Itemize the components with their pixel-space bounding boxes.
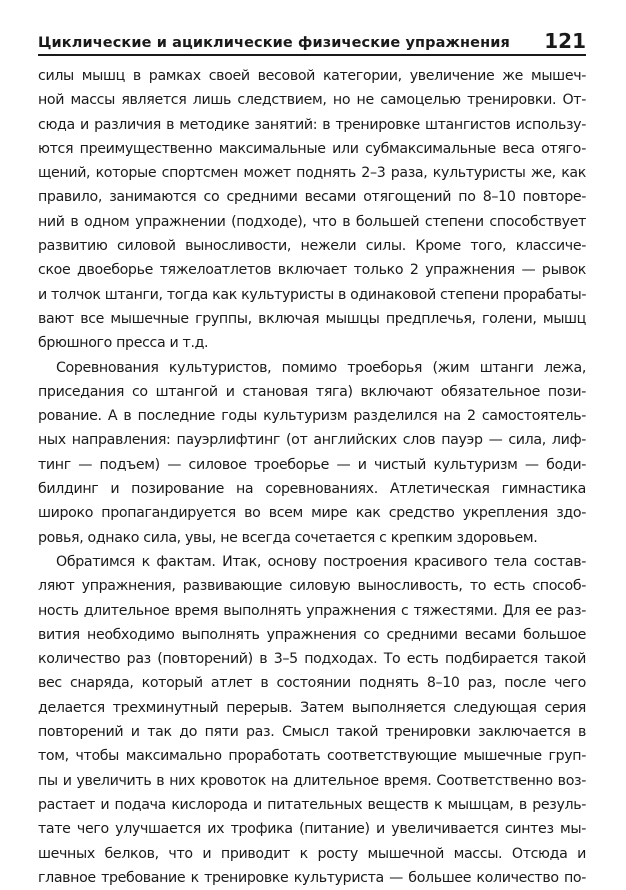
text-line: пы и увеличить в них кровоток на длительное время. Соответственно воз- — [38, 772, 586, 789]
running-title: Циклические и ациклические физические упражнения — [38, 35, 510, 51]
text-line: и толчок штанги, тогда как культуристы в одинаковой степени прорабаты- — [38, 286, 587, 303]
text-line: вития необходимо выполнять упражнения со средними весами большое — [38, 626, 586, 643]
text-line: щений, которые спортсмен может поднять 2–3 раза, культуристы же, как — [38, 165, 586, 182]
text-line: приседания со штангой и становая тяга) включают обязательное пози- — [38, 383, 586, 400]
text-line: сюда и различия в методике занятий: в тренировке штангистов использу- — [38, 116, 586, 133]
text-line: широко пропагандируется во всем мире как средство укрепления здо- — [38, 505, 586, 522]
text-line: ность длительное время выполнять упражнения с тяжестями. Для ее раз- — [38, 602, 586, 619]
paragraph — [38, 356, 586, 550]
text-line: ются преимущественно максимальные или субмаксимальные веса отягo- — [38, 140, 586, 157]
text-line: Соревнования культуристов, помимо троеборья (жим штанги лежа, — [56, 359, 586, 376]
text-line: рование. А в последние годы культуризм разделился на 2 самостоятель- — [38, 408, 586, 425]
text-line: Обратимся к фактам. Итак, основу построения красивого тела состав- — [56, 553, 586, 570]
text-line: развитию силовой выносливости, нежели силы. Кроме того, классиче- — [38, 238, 586, 255]
text-line: брюшного пресса и т.д. — [38, 335, 209, 352]
page-number: 121 — [544, 29, 586, 53]
text-line: шечных белков, что и приводит к росту мышечной массы. Отсюда и — [38, 845, 586, 862]
text-line: вают все мышечные группы, включая мышцы предплечья, голени, мышц — [38, 310, 586, 327]
paragraph — [38, 550, 586, 890]
text-line: ровья, однако сила, увы, не всегда сочетается с крепким здоровьем. — [38, 529, 538, 546]
text-line: делается трехминутный перерыв. Затем выполняется следующая серия — [38, 699, 586, 716]
text-line: тате чего улучшается их трофика (питание) и увеличивается синтез мы- — [38, 821, 586, 838]
running-header — [38, 28, 586, 56]
text-line: ных направления: пауэрлифтинг (от английских слов пауэр — сила, лиф- — [38, 432, 586, 449]
text-line: билдинг и позирование на соревнованиях. Атлетическая гимнастика — [38, 481, 586, 498]
text-line: ной массы является лишь следствием, но не самоцелью тренировки. От- — [38, 92, 586, 109]
text-line: повторений и так до пяти раз. Смысл такой тренировки заключается в — [38, 724, 586, 741]
text-line: правило, занимаются со средними весами отягощений по 8–10 повторе- — [38, 189, 586, 206]
text-line: ляют упражнения, развивающие силовую выносливость, то есть способ- — [38, 578, 586, 595]
body-text — [38, 64, 586, 890]
text-line: вес снаряда, который атлет в состоянии поднять 8–10 раз, после чего — [38, 675, 586, 692]
text-line: том, чтобы максимально проработать соответствующие мышечные груп- — [38, 748, 586, 765]
text-line: растает и подача кислорода и питательных веществ к мышцам, в резуль- — [38, 796, 586, 813]
text-line: тинг — подъем) — силовое троеборье — и чистый культуризм — боди- — [38, 456, 586, 473]
text-line: ское двоеборье тяжелоатлетов включает только 2 упражнения — рывок — [38, 262, 586, 279]
paragraph — [38, 64, 586, 356]
text-line: количество раз (повторений) в 3–5 подходах. То есть подбирается такой — [38, 651, 586, 668]
text-line: главное требование к тренировке культуриста — большее количество по- — [38, 869, 586, 886]
text-line: ний в одном упражнении (подходе), что в большей степени способствует — [38, 213, 586, 230]
text-line: силы мышц в рамках своей весовой категории, увеличение же мышеч- — [38, 68, 586, 84]
